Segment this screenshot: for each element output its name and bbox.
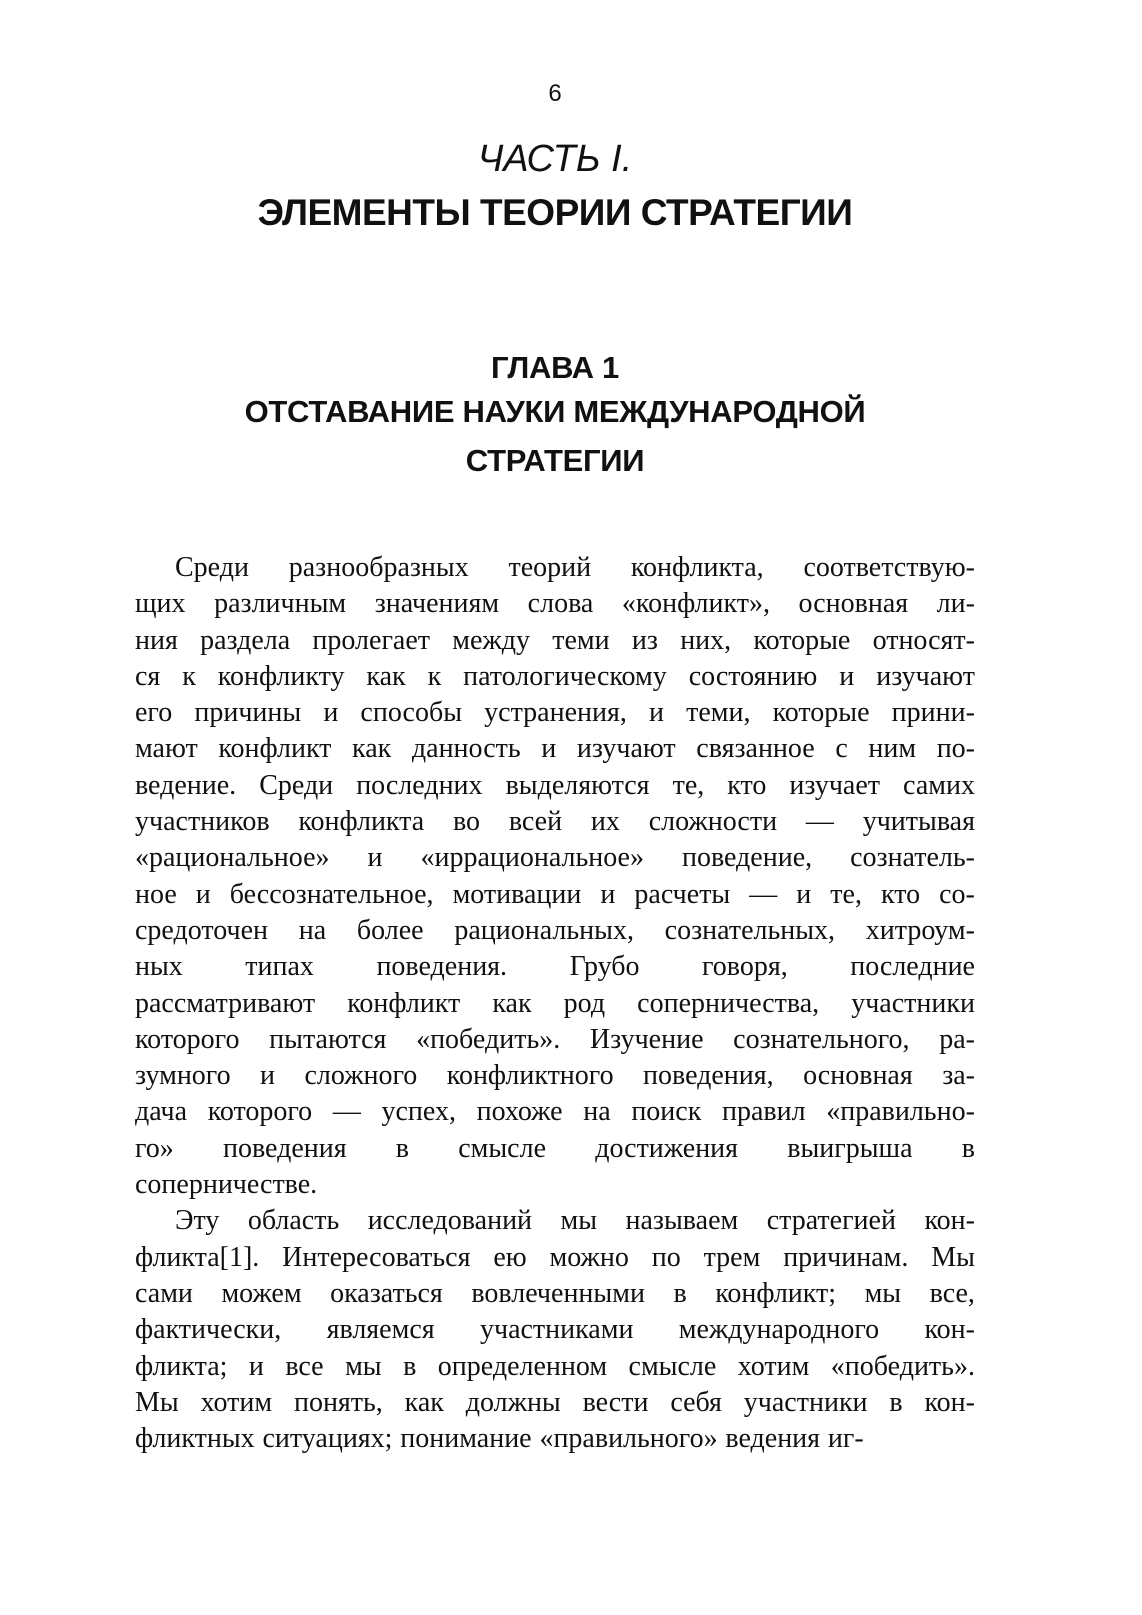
text-line: го» поведения в смысле достижения выигрыша в [135, 1132, 975, 1164]
chapter-title-line: СТРАТЕГИИ [465, 443, 645, 478]
text-line: ное и бессознательное, мотивации и расчеты — и те, кто со- [135, 878, 975, 910]
text-line: Мы хотим понять, как должны вести себя участники в кон- [135, 1386, 975, 1418]
text-line: фликтных ситуациях; понимание «правильного» ведения иг- [135, 1423, 864, 1455]
text-line: Среди разнообразных теорий конфликта, соответствую- [175, 552, 975, 583]
page-number: 6 [548, 80, 562, 107]
text-line: соперничестве. [135, 1169, 318, 1201]
text-line: фактически, являемся участниками международного кон- [135, 1314, 975, 1346]
text-line: мают конфликт как данность и изучают связанное с ним по- [135, 733, 975, 765]
text-line: которого пытаются «победить». Изучение сознательного, ра- [135, 1023, 975, 1055]
text-line: «рациональное» и «иррациональное» поведение, сознатель- [135, 842, 975, 874]
text-line: щих различным значениям слова «конфликт», основная ли- [135, 588, 975, 620]
text-line: фликта[1]. Интересоваться ею можно по трем причинам. Мы [135, 1241, 975, 1273]
text-line: дача которого — успех, похоже на поиск правил «правильно- [135, 1096, 975, 1128]
body-text [135, 550, 975, 1457]
chapter-label: ГЛАВА 1 [491, 350, 619, 385]
text-line: фликта; и все мы в определенном смысле хотим «победить». [135, 1350, 975, 1382]
text-line: ся к конфликту как к патологическому состоянию и изучают [135, 660, 975, 692]
text-line: рассматривают конфликт как род соперничества, участники [135, 987, 975, 1019]
text-line: ведение. Среди последних выделяются те, кто изучает самих [135, 769, 975, 801]
text-line: сами можем оказаться вовлеченными в конфликт; мы все, [135, 1277, 975, 1309]
part-title: ЭЛЕМЕНТЫ ТЕОРИИ СТРАТЕГИИ [257, 192, 853, 233]
text-line: Эту область исследований мы называем стратегией кон- [175, 1205, 975, 1237]
text-line: зумного и сложного конфликтного поведения, основная за- [135, 1060, 975, 1092]
text-line: ния раздела пролегает между теми из них, которые относят- [135, 624, 975, 656]
text-line: ных типах поведения. Грубо говоря, последние [135, 951, 975, 983]
paragraph [135, 550, 975, 1203]
text-line: средоточен на более рациональных, сознательных, хитроум- [135, 914, 975, 946]
text-line: его причины и способы устранения, и теми, которые прини- [135, 697, 975, 729]
text-line: участников конфликта во всей их сложности — учитывая [135, 806, 975, 838]
paragraph [135, 1203, 975, 1457]
chapter-title-line: ОТСТАВАНИЕ НАУКИ МЕЖДУНАРОДНОЙ [244, 394, 866, 429]
part-label: ЧАСТЬ I. [477, 138, 633, 180]
